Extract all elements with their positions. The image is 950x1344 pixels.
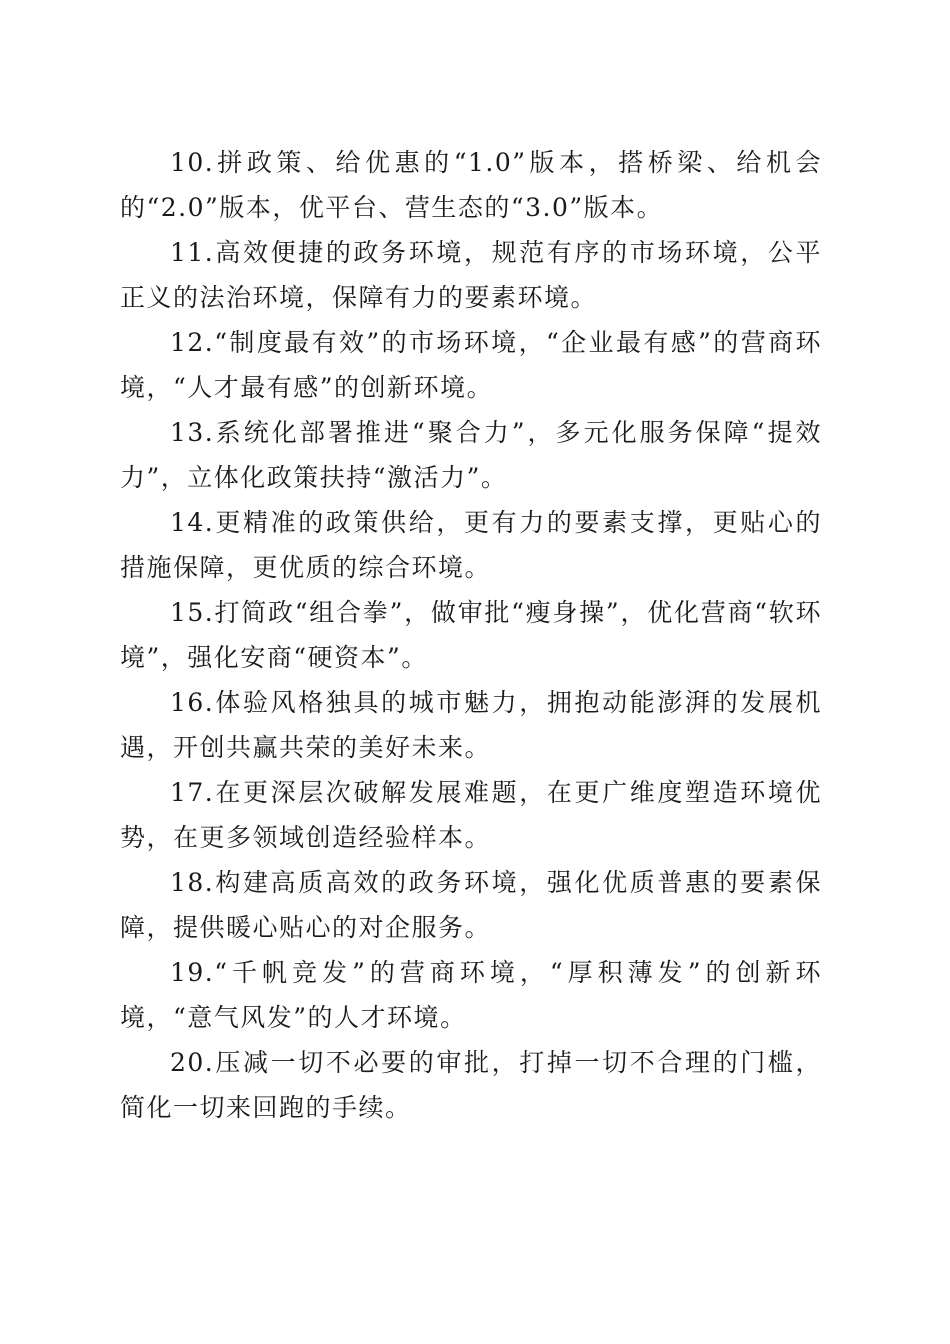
paragraph-18: 18.构建高质高效的政务环境，强化优质普惠的要素保障，提供暖心贴心的对企服务。 — [120, 868, 822, 942]
paragraph-17: 17.在更深层次破解发展难题，在更广维度塑造环境优势，在更多领域创造经验样本。 — [120, 778, 822, 852]
paragraph-14: 14.更精准的政策供给，更有力的要素支撑，更贴心的措施保障，更优质的综合环境。 — [120, 508, 822, 582]
paragraph-10: 10.拼政策、给优惠的“1.0”版本，搭桥梁、给机会的“2.0”版本，优平台、营生态的“3.0”版本。 — [120, 148, 822, 222]
paragraph-16: 16.体验风格独具的城市魅力，拥抱动能澎湃的发展机遇，开创共赢共荣的美好未来。 — [120, 688, 822, 762]
paragraph-15: 15.打简政“组合拳”，做审批“瘦身操”，优化营商“软环境”，强化安商“硬资本”。 — [120, 598, 822, 672]
paragraph-13: 13.系统化部署推进“聚合力”，多元化服务保障“提效力”，立体化政策扶持“激活力”。 — [120, 418, 822, 492]
paragraph-12: 12.“制度最有效”的市场环境，“企业最有感”的营商环境，“人才最有感”的创新环境。 — [120, 328, 822, 402]
document-body — [120, 140, 822, 1130]
paragraph-11: 11.高效便捷的政务环境，规范有序的市场环境，公平正义的法治环境，保障有力的要素环境。 — [120, 238, 822, 312]
paragraph-20: 20.压减一切不必要的审批，打掉一切不合理的门槛，简化一切来回跑的手续。 — [120, 1048, 822, 1122]
paragraph-19: 19.“千帆竞发”的营商环境，“厚积薄发”的创新环境，“意气风发”的人才环境。 — [120, 958, 822, 1032]
